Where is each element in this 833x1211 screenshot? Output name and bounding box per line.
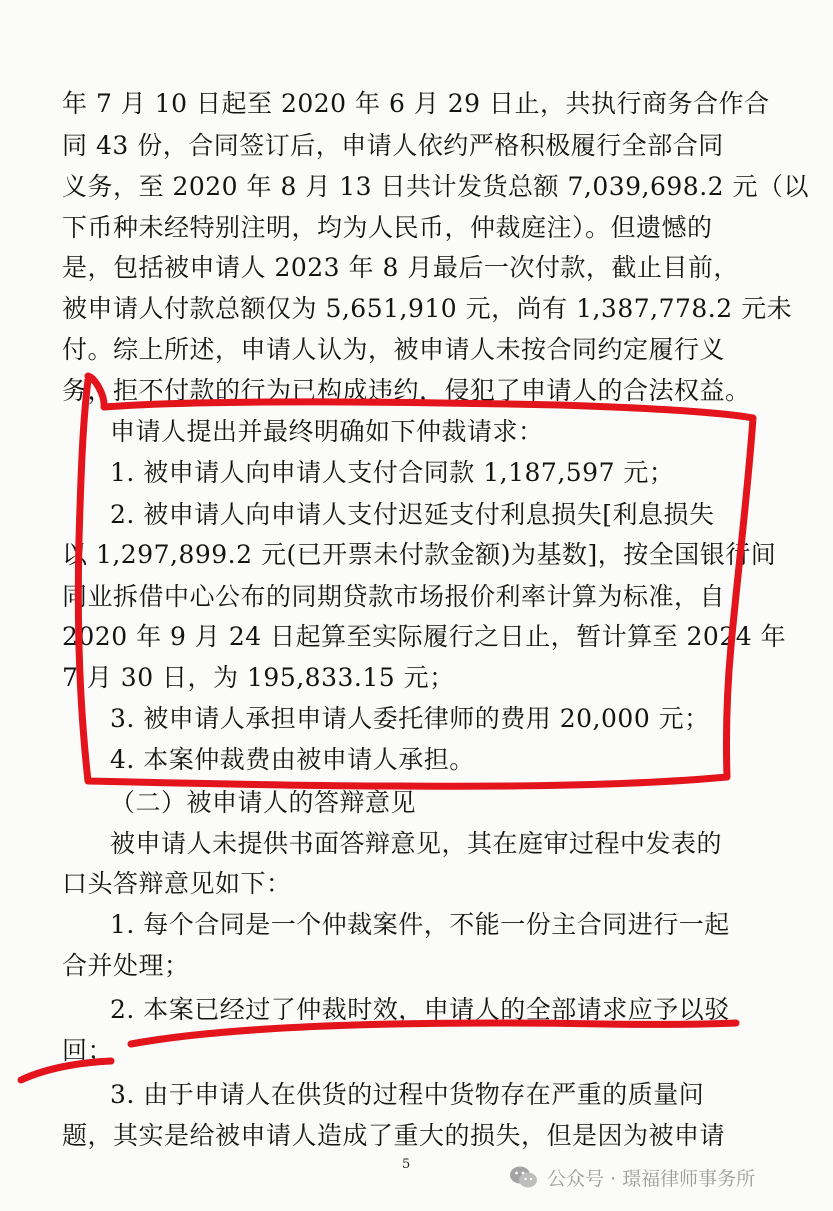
- text-line: 题，其实是给被申请人造成了重大的损失，但是因为被申请: [62, 1121, 726, 1150]
- watermark-text: 公众号 · 璟福律师事务所: [547, 1167, 756, 1190]
- text-line: 被申请人付款总额仅为 5,651,910 元，尚有 1,387,778.2 元未: [62, 294, 793, 323]
- text-line: 付。综上所述，申请人认为，被申请人未按合同约定履行义: [62, 335, 726, 364]
- text-line: 7 月 30 日，为 195,833.15 元；: [62, 663, 455, 692]
- text-line: 年 7 月 10 日起至 2020 年 6 月 29 日止，共执行商务合作合: [62, 89, 770, 118]
- text-line: 义务，至 2020 年 8 月 13 日共计发货总额 7,039,698.2 元（以: [62, 172, 810, 201]
- claim-item-3: 3. 被申请人承担申请人委托律师的费用 20,000 元；: [110, 704, 710, 733]
- text-line: 下币种未经特别注明，均为人民币，仲裁庭注）。但遗憾的: [62, 213, 713, 242]
- text-line: 务，拒不付款的行为已构成违约，侵犯了申请人的合法权益。: [62, 376, 751, 405]
- defense-item-3: 3. 由于申请人在供货的过程中货物存在严重的质量问: [110, 1080, 705, 1109]
- text-line: 是，包括被申请人 2023 年 8 月最后一次付款，截止目前，: [62, 253, 739, 282]
- text-line: 同业拆借中心公布的同期贷款市场报价利率计算为标准，自: [62, 582, 726, 611]
- text-line: 被申请人未提供书面答辩意见，其在庭审过程中发表的: [110, 829, 723, 858]
- defense-item-1: 1. 每个合同是一个仲裁案件，不能一份主合同进行一起: [110, 910, 730, 939]
- watermark: [508, 1162, 755, 1192]
- claims-heading: 申请人提出并最终明确如下仲裁请求：: [110, 417, 544, 446]
- text-line: 以 1,297,899.2 元(已开票未付款金额)为基数]，按全国银行间: [62, 540, 777, 569]
- claim-item-2: 2. 被申请人向申请人支付迟延支付利息损失[利息损失: [110, 500, 715, 529]
- text-line: 同 43 份，合同签订后，申请人依约严格积极履行全部合同: [62, 131, 724, 160]
- section-heading: （二）被申请人的答辩意见: [110, 788, 417, 817]
- wechat-icon: [508, 1164, 539, 1190]
- text-line: 2020 年 9 月 24 日起算至实际履行之日止，暂计算至 2024 年: [62, 622, 787, 651]
- text-line: 合并处理；: [62, 951, 190, 980]
- text-line: 口头答辩意见如下：: [62, 869, 292, 898]
- claim-item-4: 4. 本案仲裁费由被申请人承担。: [110, 745, 475, 774]
- page-number: 5: [402, 1157, 411, 1172]
- claim-item-1: 1. 被申请人向申请人支付合同款 1,187,597 元；: [110, 458, 675, 487]
- text-line: 回；: [62, 1036, 114, 1065]
- defense-item-2: 2. 本案已经过了仲裁时效，申请人的全部请求应予以驳: [110, 995, 730, 1024]
